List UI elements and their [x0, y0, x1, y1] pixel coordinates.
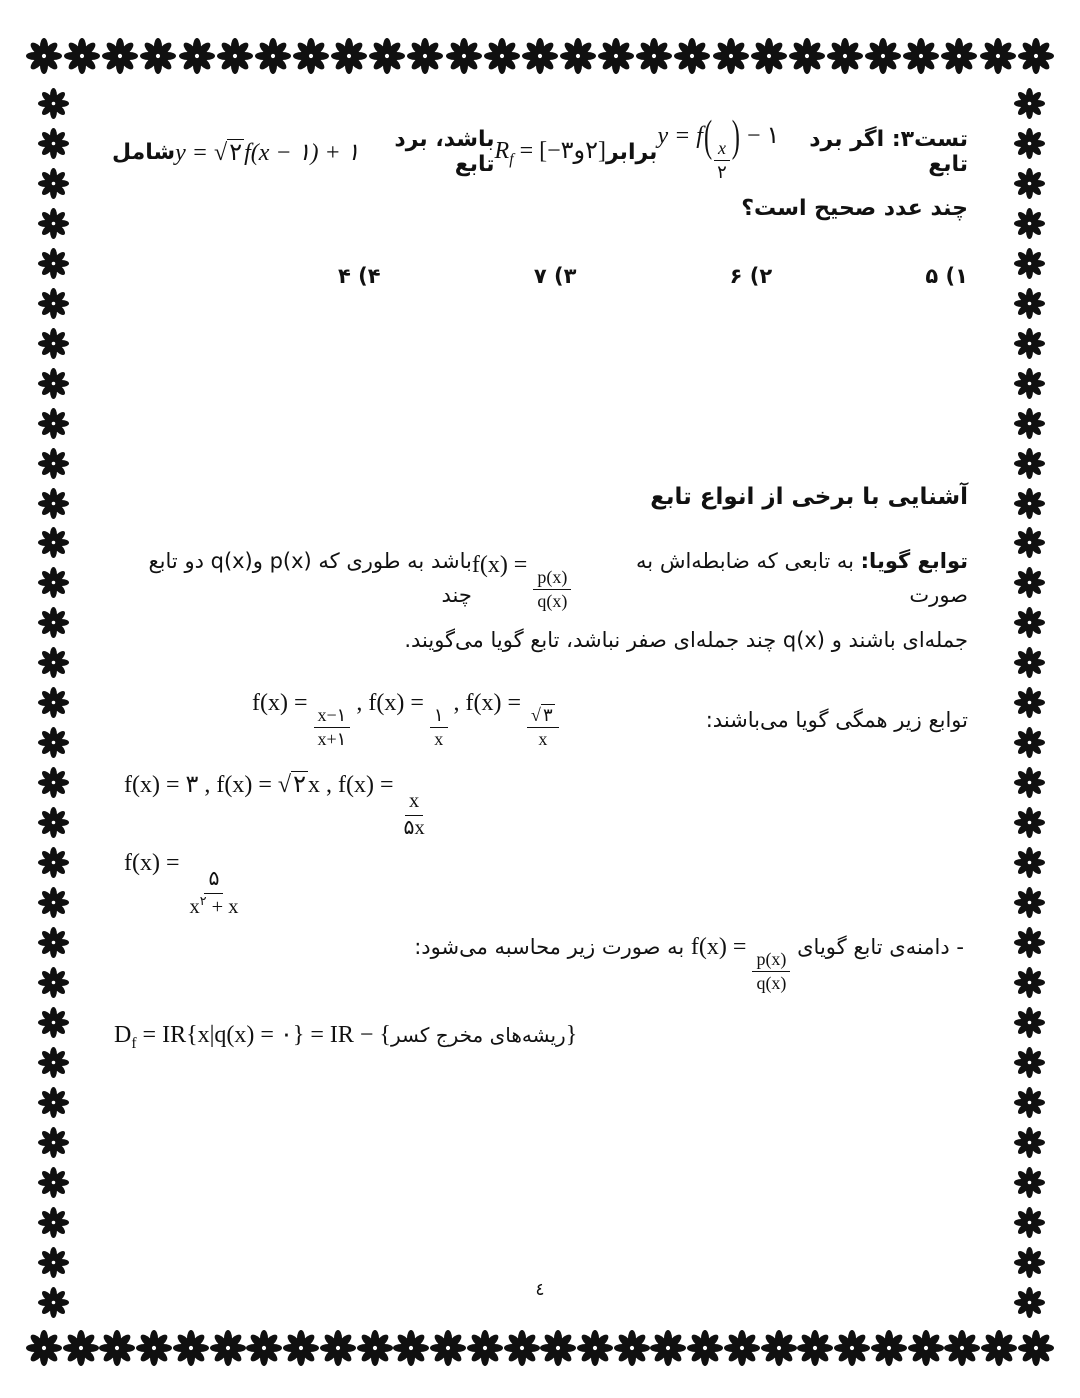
- flower-asterisk-icon: [140, 38, 176, 74]
- flower-asterisk-icon: [38, 887, 69, 918]
- flower-asterisk-icon: [38, 488, 69, 519]
- flower-asterisk-icon: [981, 1330, 1017, 1366]
- examples-row-2: [124, 770, 429, 841]
- flower-asterisk-icon: [941, 38, 977, 74]
- border-top-row: [26, 38, 1054, 74]
- option-2: ۲) ۶: [729, 264, 773, 288]
- flower-asterisk-icon: [38, 288, 69, 319]
- denominator-x2-plus-x: $x^۲ + x$: [189, 893, 239, 918]
- flower-asterisk-icon: [393, 1330, 429, 1366]
- flower-asterisk-icon: [484, 38, 520, 74]
- flower-asterisk-icon: [944, 1330, 980, 1366]
- section-heading: آشنایی با برخی از انواع تابع: [650, 484, 968, 510]
- flower-asterisk-icon: [38, 328, 69, 359]
- flower-asterisk-icon: [38, 967, 69, 998]
- flower-asterisk-icon: [1014, 168, 1045, 199]
- flower-asterisk-icon: [504, 1330, 540, 1366]
- flower-asterisk-icon: [1014, 567, 1045, 598]
- flower-asterisk-icon: [467, 1330, 503, 1366]
- flower-asterisk-icon: [430, 1330, 466, 1366]
- question-lead: تست۳: اگر برد تابع: [809, 127, 968, 177]
- flower-asterisk-icon: [797, 1330, 833, 1366]
- question-tail: شامل: [112, 139, 176, 165]
- formula-y-f-x-over-2: y = f( $\frac{x}{۲}$ ) − ۱: [657, 113, 780, 182]
- rational-functions-paragraph: [112, 546, 968, 658]
- flower-asterisk-icon: [102, 38, 138, 74]
- border-right-column: [1012, 88, 1046, 1318]
- flower-asterisk-icon: [210, 1330, 246, 1366]
- flower-asterisk-icon: [38, 1087, 69, 1118]
- flower-asterisk-icon: [38, 88, 69, 119]
- flower-asterisk-icon: [522, 38, 558, 74]
- flower-asterisk-icon: [1014, 88, 1045, 119]
- flower-asterisk-icon: [38, 1247, 69, 1278]
- flower-asterisk-icon: [64, 38, 100, 74]
- flower-asterisk-icon: [674, 38, 710, 74]
- flower-asterisk-icon: [38, 1007, 69, 1038]
- domain-sentence: [414, 934, 964, 994]
- flower-asterisk-icon: [1014, 527, 1045, 558]
- flower-asterisk-icon: [1014, 208, 1045, 239]
- flower-asterisk-icon: [38, 607, 69, 638]
- flower-asterisk-icon: [38, 168, 69, 199]
- flower-asterisk-icon: [614, 1330, 650, 1366]
- examples-row-1: [112, 690, 968, 750]
- flower-asterisk-icon: [1014, 647, 1045, 678]
- formula-pq-fraction-2: f(x) = $\frac{p(x)}{q(x)}$: [691, 934, 791, 960]
- flower-asterisk-icon: [246, 1330, 282, 1366]
- flower-asterisk-icon: [1018, 1330, 1054, 1366]
- flower-asterisk-icon: [173, 1330, 209, 1366]
- flower-asterisk-icon: [38, 567, 69, 598]
- flower-asterisk-icon: [1014, 368, 1045, 399]
- question-mid1: برابر: [606, 139, 658, 165]
- rational-examples-label: توابع زیر همگی گویا می‌باشند:: [705, 708, 968, 733]
- flower-asterisk-icon: [1014, 967, 1045, 998]
- flower-asterisk-icon: [38, 727, 69, 758]
- flower-asterisk-icon: [38, 527, 69, 558]
- formula-y-sqrt2f: y = √۲f(x − ۱) + ۱: [175, 139, 360, 166]
- flower-asterisk-icon: [761, 1330, 797, 1366]
- flower-asterisk-icon: [38, 927, 69, 958]
- domain-formula: [114, 1020, 577, 1053]
- flower-asterisk-icon: [1014, 687, 1045, 718]
- flower-asterisk-icon: [357, 1330, 393, 1366]
- flower-asterisk-icon: [687, 1330, 723, 1366]
- flower-asterisk-icon: [38, 248, 69, 279]
- flower-asterisk-icon: [217, 38, 253, 74]
- flower-asterisk-icon: [38, 647, 69, 678]
- flower-asterisk-icon: [331, 38, 367, 74]
- flower-asterisk-icon: [865, 38, 901, 74]
- flower-asterisk-icon: [1018, 38, 1054, 74]
- flower-asterisk-icon: [38, 767, 69, 798]
- paragraph-line-2: جمله‌ای باشند و q(x) چند جمله‌ای صفر نباشد، تابع گویا می‌گویند.: [404, 628, 968, 652]
- flower-asterisk-icon: [1014, 1127, 1045, 1158]
- flower-asterisk-icon: [1014, 1167, 1045, 1198]
- flower-asterisk-icon: [99, 1330, 135, 1366]
- flower-asterisk-icon: [980, 38, 1016, 74]
- flower-asterisk-icon: [1014, 1007, 1045, 1038]
- flower-asterisk-icon: [38, 408, 69, 439]
- flower-asterisk-icon: [38, 448, 69, 479]
- flower-asterisk-icon: [446, 38, 482, 74]
- flower-asterisk-icon: [1014, 1247, 1045, 1278]
- flower-asterisk-icon: [577, 1330, 613, 1366]
- flower-asterisk-icon: [1014, 288, 1045, 319]
- flower-asterisk-icon: [38, 847, 69, 878]
- flower-asterisk-icon: [1014, 1207, 1045, 1238]
- question-mid2: باشد، برد تابع: [394, 127, 495, 177]
- flower-asterisk-icon: [1014, 607, 1045, 638]
- flower-asterisk-icon: [38, 1207, 69, 1238]
- flower-asterisk-icon: [1014, 807, 1045, 838]
- flower-asterisk-icon: [255, 38, 291, 74]
- option-4: ۴) ۴: [338, 264, 381, 288]
- flower-asterisk-icon: [1014, 767, 1045, 798]
- flower-asterisk-icon: [38, 1167, 69, 1198]
- flower-asterisk-icon: [834, 1330, 870, 1366]
- formula-pq-fraction: f(x) = $\frac{p(x)}{q(x)}$: [472, 546, 572, 612]
- flower-asterisk-icon: [908, 1330, 944, 1366]
- option-3: ۳) ۷: [533, 264, 577, 288]
- flower-asterisk-icon: [724, 1330, 760, 1366]
- answer-options-row: [338, 264, 968, 288]
- df-equation: $D_f = IR\{x|q(x)$ = ٠} = IR − {ریشه‌های مخرج کسر}: [114, 1022, 578, 1052]
- numerator-5: ۵: [204, 867, 223, 894]
- flower-asterisk-icon: [38, 128, 69, 159]
- flower-asterisk-icon: [1014, 328, 1045, 359]
- flower-asterisk-icon: [38, 807, 69, 838]
- flower-asterisk-icon: [38, 1127, 69, 1158]
- flower-asterisk-icon: [1014, 727, 1045, 758]
- paragraph-line-1: [112, 546, 968, 612]
- flower-asterisk-icon: [407, 38, 443, 74]
- paragraph-line1-end: باشد به طوری که p(x) وq(x) دو تابع چند: [148, 549, 472, 607]
- flower-asterisk-icon: [789, 38, 825, 74]
- flower-asterisk-icon: [369, 38, 405, 74]
- sqrt3-numerator: √ ۳: [527, 704, 559, 728]
- border-bottom-row: [26, 1330, 1054, 1366]
- flower-asterisk-icon: [26, 38, 62, 74]
- denominator-roots-label: ریشه‌های مخرج کسر: [390, 1023, 566, 1047]
- flower-asterisk-icon: [903, 38, 939, 74]
- question-line-2: چند عدد صحیح است؟: [741, 196, 968, 221]
- domain-text-a: - دامنه‌ی تابع گویای: [797, 935, 964, 959]
- page-number: ٤: [535, 1280, 545, 1300]
- option-1: ۱) ۵: [925, 264, 968, 288]
- flower-asterisk-icon: [38, 208, 69, 239]
- flower-asterisk-icon: [293, 38, 329, 74]
- example-formulas-group-1: f(x) = $\frac{x-۱}{x+۱}$ , f(x) = $\frac{۱}{x}$ , f(x) = $\frac{√ ۳}{x}$: [252, 690, 559, 750]
- flower-asterisk-icon: [560, 38, 596, 74]
- flower-asterisk-icon: [1014, 1087, 1045, 1118]
- example-formula-5-over-x2x: f(x) = $\frac{۵}{x^۲ + x}$: [124, 850, 242, 876]
- flower-asterisk-icon: [540, 1330, 576, 1366]
- flower-asterisk-icon: [1014, 847, 1045, 878]
- flower-asterisk-icon: [283, 1330, 319, 1366]
- formula-range-interval: $R_f$ = [−۳و۲]: [494, 137, 606, 168]
- flower-asterisk-icon: [598, 38, 634, 74]
- flower-asterisk-icon: [1014, 128, 1045, 159]
- flower-asterisk-icon: [1014, 248, 1045, 279]
- flower-asterisk-icon: [636, 38, 672, 74]
- flower-asterisk-icon: [871, 1330, 907, 1366]
- flower-asterisk-icon: [1014, 408, 1045, 439]
- border-left-column: [36, 88, 70, 1318]
- paragraph-lead: توابع گویا: به تابعی که ضابطه‌اش به صورت: [636, 549, 968, 607]
- flower-asterisk-icon: [1014, 1047, 1045, 1078]
- example-formulas-group-2: f(x) = ۳ , f(x) = √۲x , f(x) = $\frac{x}{۵x}$: [124, 772, 425, 839]
- flower-asterisk-icon: [38, 687, 69, 718]
- question-line-1: [112, 113, 968, 188]
- flower-asterisk-icon: [320, 1330, 356, 1366]
- flower-asterisk-icon: [136, 1330, 172, 1366]
- flower-asterisk-icon: [179, 38, 215, 74]
- flower-asterisk-icon: [38, 1047, 69, 1078]
- flower-asterisk-icon: [38, 368, 69, 399]
- flower-asterisk-icon: [713, 38, 749, 74]
- examples-row-3: [124, 850, 242, 920]
- domain-text-b: به صورت زیر محاسبه می‌شود:: [414, 935, 685, 959]
- flower-asterisk-icon: [1014, 927, 1045, 958]
- flower-asterisk-icon: [26, 1330, 62, 1366]
- flower-asterisk-icon: [751, 38, 787, 74]
- flower-asterisk-icon: [1014, 448, 1045, 479]
- flower-asterisk-icon: [827, 38, 863, 74]
- flower-asterisk-icon: [1014, 488, 1045, 519]
- flower-asterisk-icon: [1014, 887, 1045, 918]
- flower-asterisk-icon: [63, 1330, 99, 1366]
- flower-asterisk-icon: [650, 1330, 686, 1366]
